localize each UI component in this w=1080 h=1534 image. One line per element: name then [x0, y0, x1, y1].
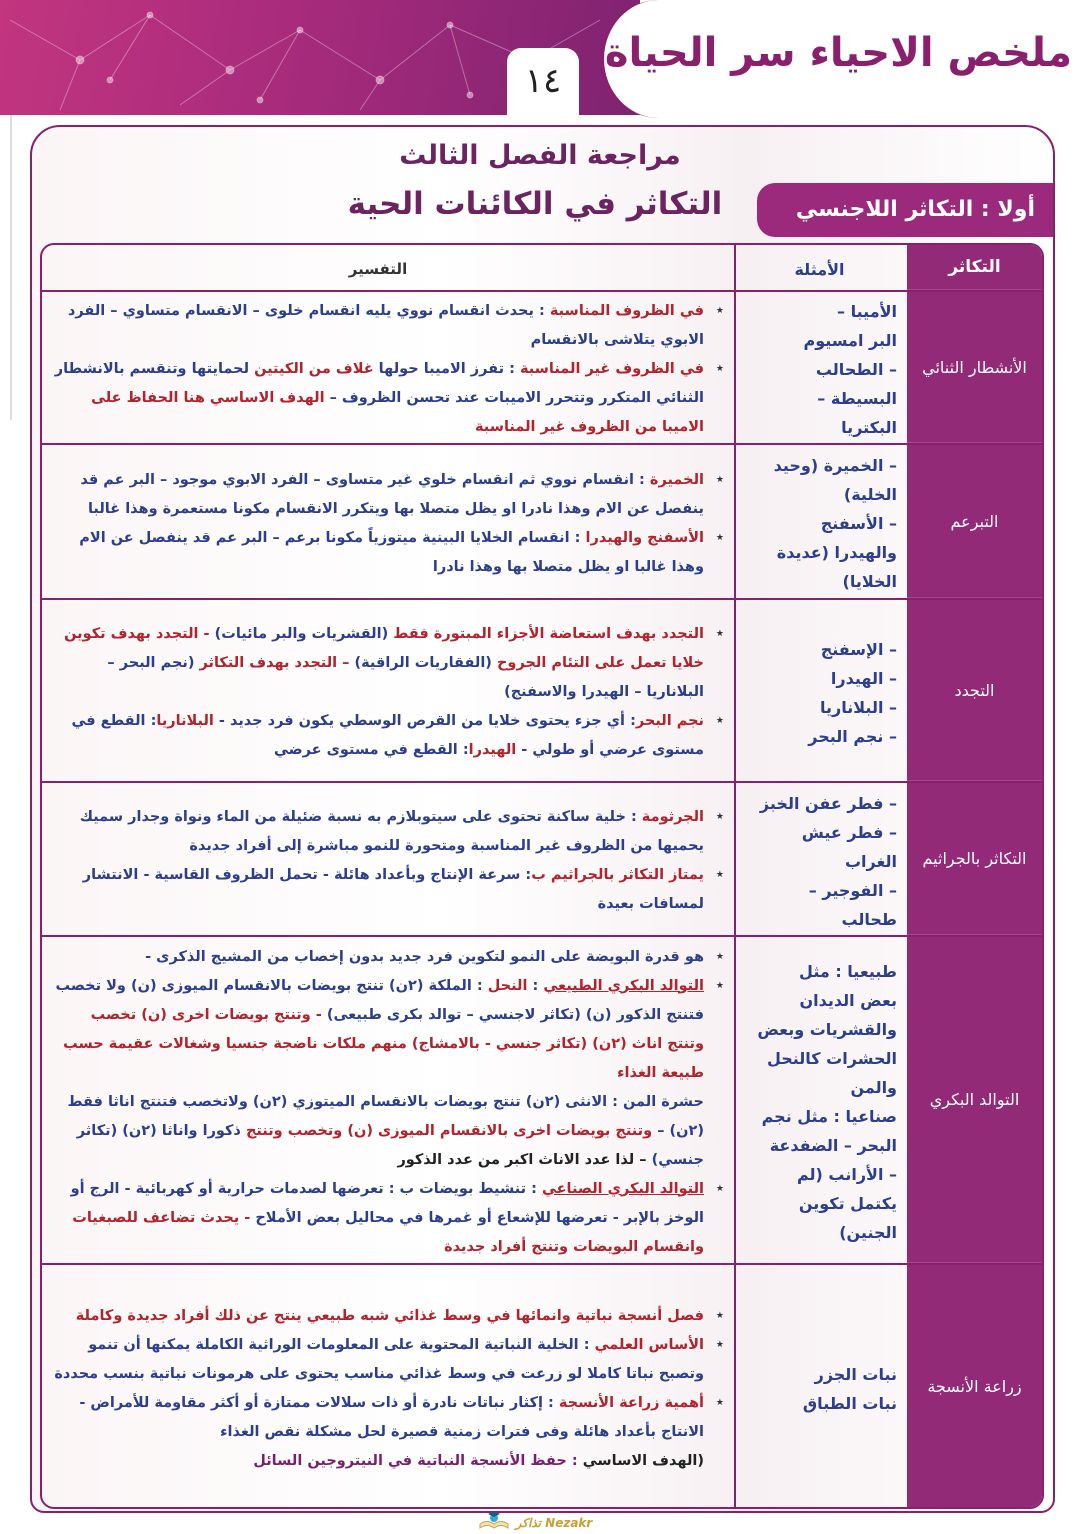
- text-segment: (نجم البحر – البلاناريا – الهيدرا والاسفنج): [107, 655, 704, 700]
- text-segment: حشرة المن : الانثى (٢ن) تنتج بويضات بالانقسام الميتوزي (٢ن) ولاتخصب فتنتج اناثا فقط (٢ن) –: [67, 1093, 704, 1139]
- explanation-bullet: [52, 1088, 704, 1175]
- example-line: البحر – الضفدعة: [769, 1136, 897, 1155]
- header-explanation: التفسير: [348, 260, 408, 278]
- example-line: والهيدرا (عديدة: [776, 543, 897, 562]
- text-segment: نجم البحر: [635, 713, 704, 729]
- example-line: الجنين): [839, 1223, 897, 1242]
- example-line: الغراب: [844, 851, 897, 871]
- example-line: البسيطة –: [817, 389, 897, 408]
- text-segment: : تفرز الاميبا حولها: [373, 361, 520, 377]
- text-segment: : القطع في مستوى عرضي أو طولي -: [71, 713, 704, 758]
- reproduction-type: الأنشطار الثنائي: [907, 292, 1042, 443]
- example-line: – الأرانب (لم: [796, 1165, 897, 1184]
- chapter-review-heading: مراجعة الفصل الثالث: [399, 140, 681, 171]
- text-segment: الأسفنج والهيدرا: [585, 529, 704, 546]
- explanation-cell: [42, 292, 734, 443]
- example-line: يكتمل تكوين: [798, 1194, 897, 1213]
- example-line: – فطر عفن الخبز: [759, 793, 897, 813]
- text-segment: هو قدرة البويضة على النمو لتكوين فرد جديد بدون إخصاب من المشيج الذكرى -: [145, 948, 704, 965]
- logo-text: Nezakr تذاكر: [515, 1516, 593, 1530]
- example-line: – الهيدرا: [830, 668, 897, 688]
- example-line: طحالب: [841, 909, 897, 929]
- explanation-bullet: [52, 1389, 704, 1447]
- example-line: البر امسيوم: [803, 331, 897, 350]
- text-segment: (الهدف الاساسي: [582, 1453, 704, 1469]
- examples-cell: [734, 600, 907, 781]
- text-segment: الخميرة: [649, 471, 704, 488]
- example-line: البكتريا: [841, 418, 897, 437]
- chapter-title: التكاثر في الكائنات الحية: [347, 186, 723, 222]
- explanation-bullet: [52, 1447, 704, 1476]
- table-row: [42, 445, 1042, 600]
- text-segment: : إكثار نباتات نادرة أو ذات سلالات ممتازة أو أكثر مقاومة للأمراض - الانتاج بأعداد هائلة وفى فترات زمنية قصيرة لحل مشكلة نقص الغذاء: [79, 1395, 704, 1440]
- reproduction-table: [40, 243, 1044, 1509]
- text-segment: - التجدد بهدف تكوين خلايا تعمل على التئام الجروح: [64, 626, 704, 671]
- text-segment: (القشريات والبر مائيات): [214, 626, 389, 642]
- explanation-bullet: [52, 1302, 704, 1331]
- examples-cell: [734, 783, 907, 935]
- example-line: الخلايا): [842, 572, 897, 591]
- explanation-bullet: [52, 524, 704, 582]
- text-segment: الجرثومة: [641, 809, 704, 825]
- examples-cell: [734, 1265, 907, 1509]
- table-row: [42, 1265, 1042, 1509]
- text-segment: فصل أنسجة نباتية وانمائها في وسط غذائي شبه طبيعي ينتج عن ذلك أفراد جديدة وكاملة: [75, 1308, 704, 1324]
- text-segment: التجدد بهدف استعاضة الأجزاء المبتورة فقط: [388, 626, 704, 642]
- text-segment: البلاناريا: [156, 713, 214, 729]
- example-line: – الإسفنج: [820, 639, 897, 659]
- explanation-bullet: [52, 803, 704, 861]
- explanation-cell: [42, 783, 734, 935]
- example-line: – الأسفنج: [820, 514, 897, 533]
- explanation-bullet: [52, 620, 704, 707]
- text-segment: : سرعة الإنتاج وبأعداد هائلة - تحمل الظروف القاسية - الانتشار لمسافات بعيدة: [82, 867, 704, 912]
- explanation-bullet: [52, 355, 704, 442]
- page-number: ١٤: [507, 48, 579, 118]
- example-line: الحشرات كالنحل: [766, 1049, 897, 1068]
- text-segment: في الظروف المناسبة: [549, 303, 704, 319]
- table-row: [42, 292, 1042, 445]
- section-tab: أولا : التكاثر اللاجنسي: [757, 183, 1053, 237]
- explanation-bullet: [52, 943, 704, 972]
- text-segment: – التجدد بهدف التكاثر: [194, 655, 355, 671]
- explanation-cell: [42, 1265, 734, 1509]
- main-title: ملخص الاحياء سر الحياة: [604, 30, 1072, 76]
- example-line: والمن: [850, 1078, 897, 1097]
- explanation-bullet: [52, 707, 704, 765]
- text-segment: التوالد البكري الصناعي: [541, 1180, 704, 1197]
- example-line: طبيعيا : مثل: [799, 962, 897, 981]
- explanation-bullet: [52, 861, 704, 919]
- table-header-row: [42, 245, 1042, 292]
- example-line: – نجم البحر: [808, 726, 897, 746]
- example-line: – الخميرة (وحيد: [773, 456, 897, 475]
- text-segment: : الخلية النباتية المحتوية على المعلومات الوراثية الكاملة يمكنها أن تنمو وتصبح نباتا كاملا لو زرعت في وسط غذائي مناسب يحتوى على هرمونات نباتية بنسب محددة: [54, 1337, 704, 1382]
- example-line: الخلية): [843, 485, 897, 504]
- explanation-bullet: [52, 466, 704, 524]
- explanation-bullet: [52, 1331, 704, 1389]
- text-segment: : الملكة (٢ن) تنتج بويضات بالانقسام الميوزى (ن) ولا تخصب فتنتج الذكور (ن) (تكاثر لاجنسي – توالد بكرى طبيعى): [55, 977, 704, 1023]
- text-segment: غلاف من الكيتين: [254, 361, 374, 377]
- text-segment: : القطع في مستوى عرضي: [273, 742, 469, 758]
- explanation-cell: [42, 600, 734, 781]
- text-segment: (الفقاريات الراقية): [354, 655, 492, 671]
- examples-cell: [734, 445, 907, 598]
- reproduction-type: التبرعم: [907, 445, 1042, 598]
- text-segment: النحل: [487, 977, 528, 994]
- explanation-bullet: [52, 972, 704, 1088]
- text-segment: : تنشيط بويضات ب : تعرضها لصدمات حرارية أو كهربائية - الرج أو الوخز بالإبر - تعرضها للإشعاع أو غمرها في محاليل بعض الأملاح: [70, 1180, 704, 1226]
- nezakr-logo: [478, 1510, 598, 1534]
- example-line: نبات الطباق: [802, 1394, 897, 1413]
- text-segment: ذكورا واناثا (٢ن) (تكاثر جنسي): [76, 1122, 704, 1168]
- text-segment: في الظروف غير المناسبة: [519, 361, 704, 377]
- reproduction-type: التوالد البكري: [907, 937, 1042, 1263]
- example-line: – الطحالب: [815, 360, 897, 379]
- header-examples: الأمثلة: [734, 245, 907, 290]
- example-line: – فطر عيش: [801, 822, 897, 842]
- example-line: نبات الجزر: [814, 1365, 897, 1384]
- text-segment: :: [527, 977, 544, 994]
- text-segment: التوالد البكري الطبيعي: [543, 977, 704, 994]
- text-segment: أهمية زراعة الأنسجة: [558, 1395, 704, 1411]
- text-segment: - يحدث تضاعف للصبغيات وانقسام البويضات وتنتج أفراد جديدة: [72, 1209, 704, 1255]
- example-line: صناعيا : مثل نجم: [761, 1107, 897, 1126]
- example-line: – البلاناريا: [820, 697, 897, 717]
- text-segment: – لذا عدد الاناث اكبر من عدد الذكور: [397, 1151, 652, 1168]
- title-area: [600, 0, 1080, 118]
- example-line: بعض الديدان: [799, 991, 897, 1010]
- text-segment: - وتنتج بويضات اخرى (ن) تخصب وتنتج اناث (٢ن) (تكاثر جنسي - بالامشاج) منهم ملكات ناضجة جنسيا وشغالات عقيمة حسب طبيعة الغذاء: [63, 1006, 704, 1081]
- example-line: – الفوجير –: [808, 880, 897, 900]
- text-segment: لحمايتها وتنقسم بالانشطار الثنائي المتكرر وتتحرر الاميبات عند تحسن الظروف –: [54, 361, 704, 406]
- reproduction-type: زراعة الأنسجة: [907, 1265, 1042, 1509]
- example-line: والقشريات وبعض: [757, 1020, 897, 1039]
- explanation-cell: [42, 445, 734, 598]
- explanation-bullet: [52, 1175, 704, 1262]
- text-segment: يمتاز التكاثر بالجراثيم ب: [531, 867, 704, 883]
- text-segment: : خلية ساكنة تحتوى على سيتوبلازم به نسبة ضئيلة من الماء ونواة وجدار سميك يحميها من الظروف غير المناسبة ومتحورة للنمو مباشرة إلى أفراد جديدة: [79, 809, 704, 854]
- text-segment: : أي جزء يحتوى خلايا من القرص الوسطي يكون فرد جديد -: [213, 713, 636, 729]
- text-segment: : يحدث انقسام نووي يليه انقسام خلوى – الانقسام متساوي – الفرد الابوي يتلاشى بالانقسام: [67, 303, 704, 348]
- text-segment: : انقسام الخلايا البينية ميتوزياً مكونا برعم – البر عم قد ينفصل عن الام وهذا غالبا او يظل متصلا بها وهذا نادرا: [79, 529, 704, 575]
- text-segment: : انقسام نووي ثم انقسام خلوي غير متساوى – الفرد الابوي موجود – البر عم قد ينفصل عن الام وهذا نادرا او يظل متصلا بها ويتكرر الانقسام مكونا مستعمرة وهذا غالبا: [80, 471, 704, 517]
- header-type: التكاثر: [907, 245, 1042, 290]
- text-segment: الهدف الاساسي هنا الحفاظ على الاميبا من الظروف غير المناسبة: [91, 390, 704, 435]
- table-row: [42, 937, 1042, 1265]
- text-segment: وتنتج بويضات اخرى بالانقسام الميوزى (ن) وتخصب وتنتج: [245, 1122, 658, 1139]
- text-segment: الهيدرا: [468, 742, 517, 758]
- examples-cell: [734, 937, 907, 1263]
- explanation-cell: [42, 937, 734, 1263]
- text-segment: الأساس العلمي: [594, 1337, 704, 1353]
- example-line: الأميبا –: [837, 302, 897, 321]
- text-segment: : حفظ الأنسجة النباتية في النيتروجين السائل: [253, 1453, 583, 1469]
- examples-cell: [734, 292, 907, 443]
- reproduction-type: التكاثر بالجراثيم: [907, 783, 1042, 935]
- table-row: [42, 783, 1042, 937]
- explanation-bullet: [52, 297, 704, 355]
- table-row: [42, 600, 1042, 783]
- reproduction-type: التجدد: [907, 600, 1042, 781]
